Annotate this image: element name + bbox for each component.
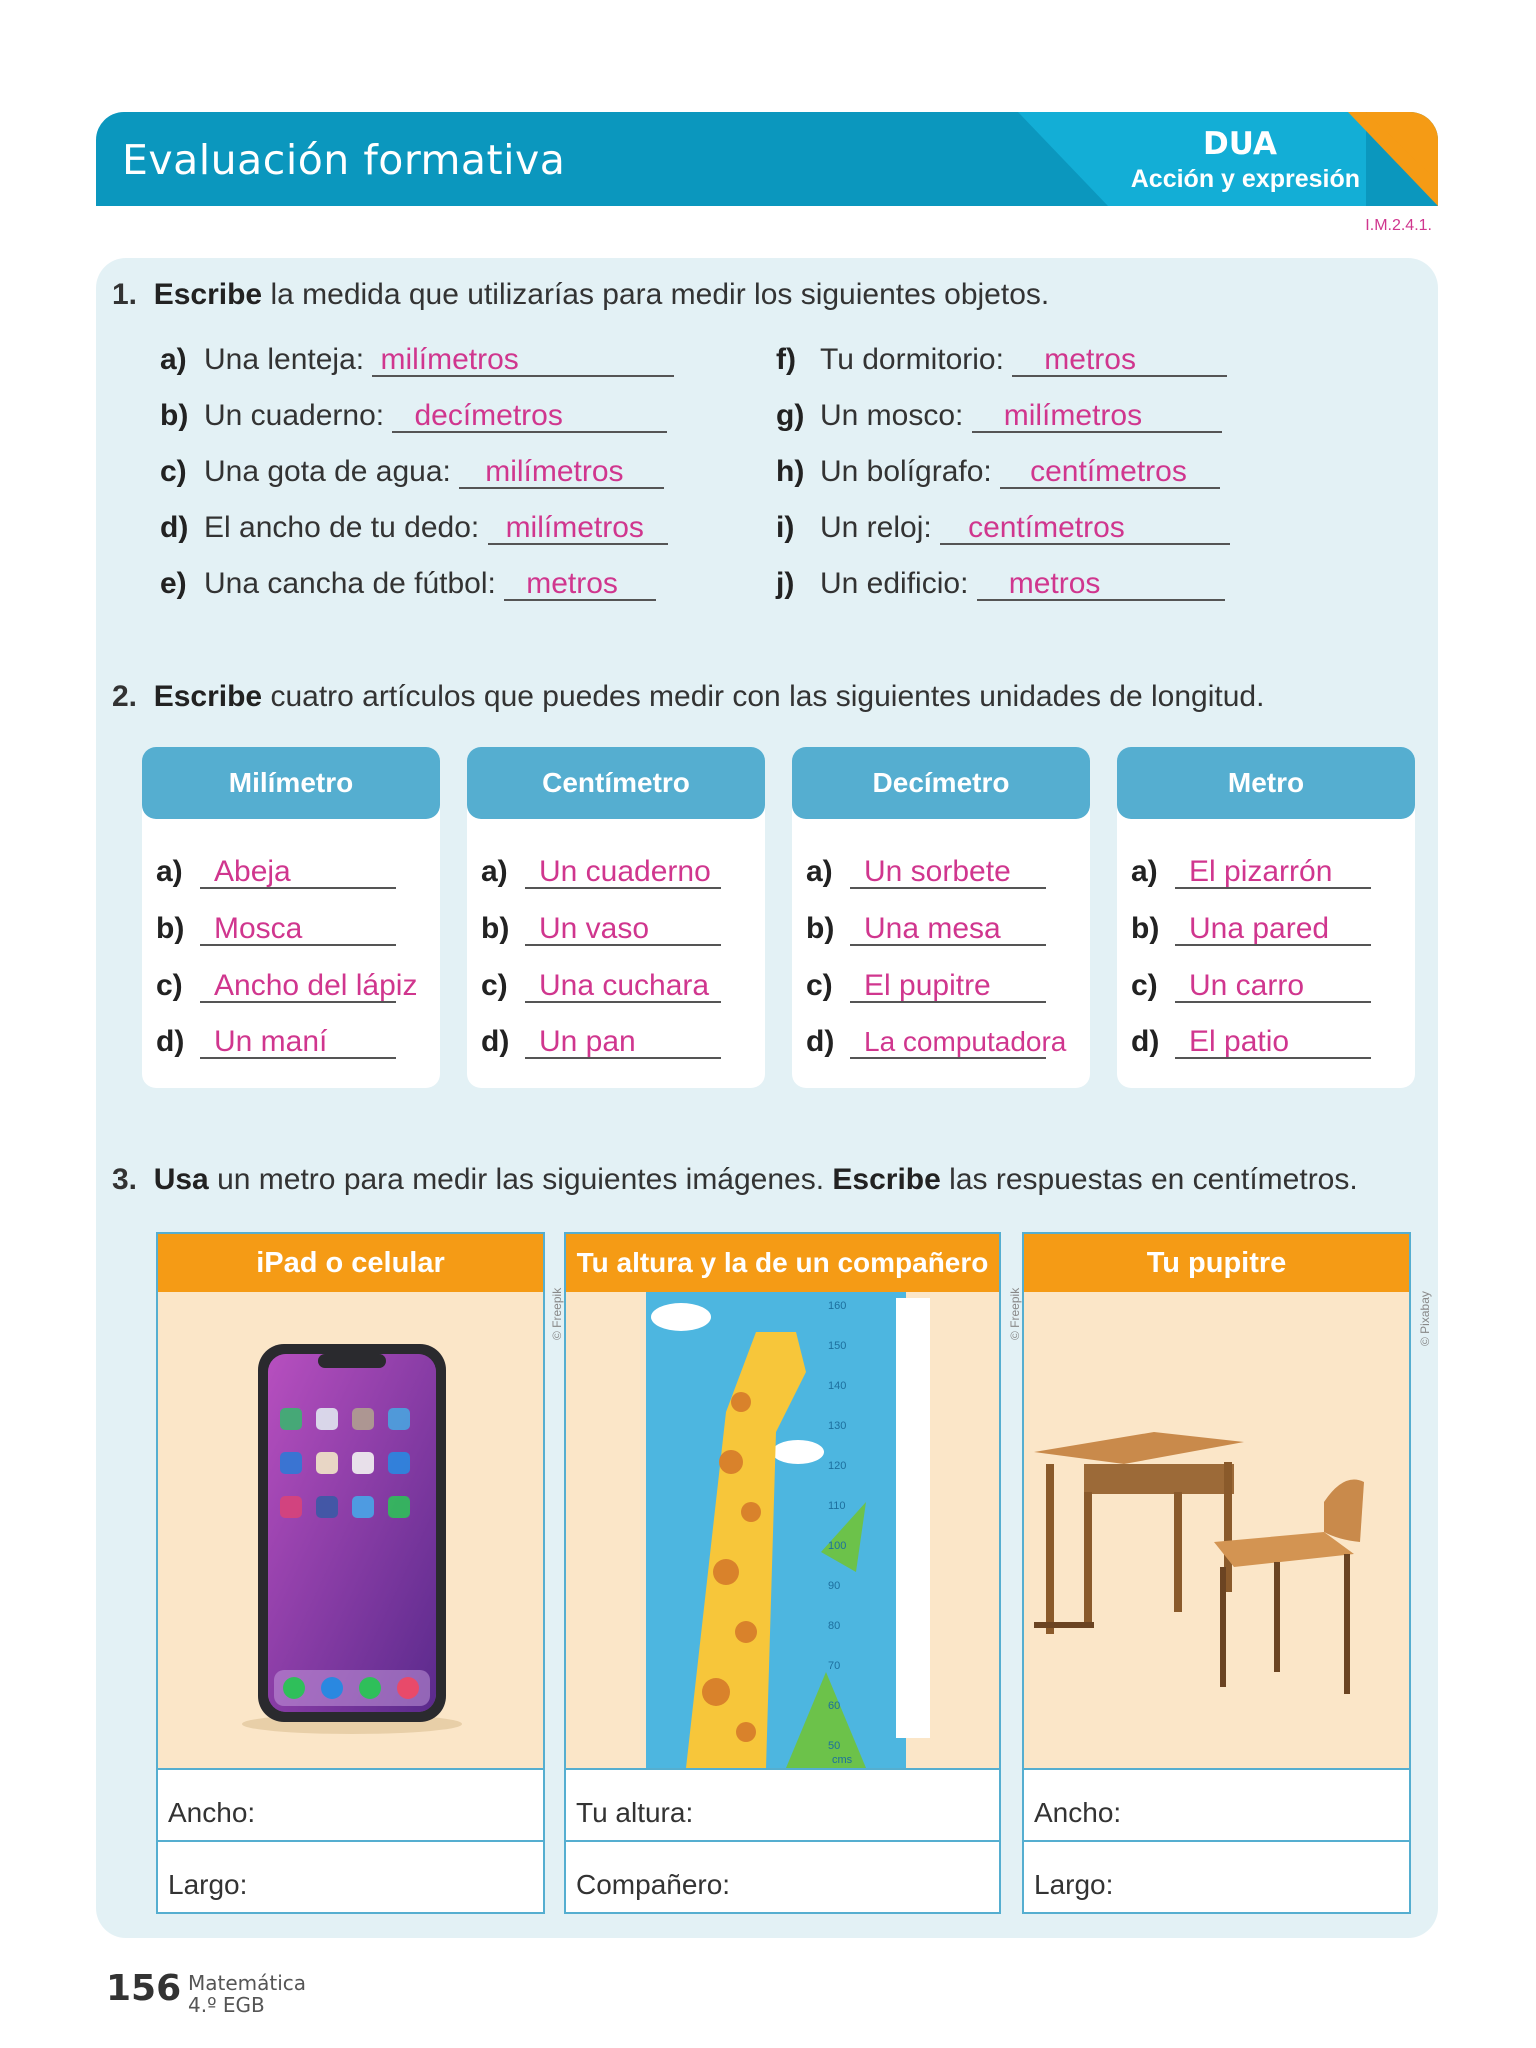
card-answer[interactable]: Un cuaderno <box>525 857 721 889</box>
desk-image <box>1024 1292 1409 1768</box>
q1-item-f: f) Tu dormitorio: metros <box>776 343 1227 377</box>
giraffe-ruler-image <box>566 1292 999 1768</box>
q1-item-d: d) El ancho de tu dedo: milímetros <box>160 511 668 545</box>
your-height-field[interactable]: Tu altura: <box>566 1768 999 1840</box>
card-row: a) Un sorbete <box>806 855 1046 889</box>
card-row: d) La computadora <box>806 1025 1067 1058</box>
card-row: c) Ancho del lápiz <box>156 969 418 1002</box>
card-answer[interactable]: El pupitre <box>850 971 1046 1003</box>
q1-answer-g[interactable]: milímetros <box>972 401 1222 433</box>
card-row: b) Una pared <box>1131 912 1371 946</box>
q1-answer-j[interactable]: metros <box>977 569 1225 601</box>
phone-width-field[interactable]: Ancho: <box>158 1768 543 1840</box>
question-2-verb: Escribe <box>153 680 263 713</box>
ruler-tick: 120 <box>828 1460 847 1472</box>
q1-item-a: a) Una lenteja: milímetros <box>160 343 674 377</box>
ruler-tick: 50 <box>828 1740 841 1752</box>
card-header: Centímetro <box>467 747 765 819</box>
card-centimetro <box>467 747 765 1088</box>
q1-answer-f[interactable]: metros <box>1012 345 1227 377</box>
box-desk <box>1022 1232 1411 1914</box>
card-row: d) Un maní <box>156 1025 396 1059</box>
card-row: a) Abeja <box>156 855 396 889</box>
ruler-tick: 100 <box>828 1540 847 1552</box>
q1-answer-a[interactable]: milímetros <box>372 345 674 377</box>
ruler-tick: 140 <box>828 1380 847 1392</box>
classmate-height-field[interactable]: Compañero: <box>566 1840 999 1912</box>
indicator-code: I.M.2.4.1. <box>1365 217 1432 234</box>
q1-item-i: i) Un reloj: centímetros <box>776 511 1230 545</box>
card-answer[interactable]: Una mesa <box>850 914 1046 946</box>
card-answer[interactable]: El pizarrón <box>1175 857 1371 889</box>
card-answer[interactable]: Una cuchara <box>525 971 721 1003</box>
box-phone <box>156 1232 545 1914</box>
box-header: Tu pupitre <box>1024 1234 1409 1292</box>
image-credit: © Pixabay <box>1418 1291 1432 1346</box>
q1-answer-b[interactable]: decímetros <box>392 401 667 433</box>
q1-answer-h[interactable]: centímetros <box>1000 457 1220 489</box>
card-row: d) El patio <box>1131 1025 1371 1059</box>
card-answer[interactable]: Abeja <box>200 857 396 889</box>
card-answer[interactable]: Ancho del lápiz <box>200 971 396 1003</box>
phone-length-field[interactable]: Largo: <box>158 1840 543 1912</box>
header-banner <box>96 112 1438 206</box>
box-header: iPad o celular <box>158 1234 543 1292</box>
dua-subtitle: Acción y expresión <box>1130 165 1360 193</box>
question-1-text: la medida que utilizarías para medir los siguientes objetos. <box>270 278 1050 311</box>
q1-answer-e[interactable]: metros <box>504 569 656 601</box>
card-row: b) Una mesa <box>806 912 1046 946</box>
ruler-tick: 70 <box>828 1660 841 1672</box>
question-3-prompt: 3. Usa un metro para medir las siguientes imágenes. Escribe las respuestas en centímetros. <box>112 1163 1358 1196</box>
question-1-verb: Escribe <box>153 278 263 311</box>
q1-item-c: c) Una gota de agua: milímetros <box>160 455 664 489</box>
desk-width-field[interactable]: Ancho: <box>1024 1768 1409 1840</box>
card-header: Milímetro <box>142 747 440 819</box>
ruler-tick: 60 <box>828 1700 841 1712</box>
card-row: c) Una cuchara <box>481 969 721 1003</box>
question-2-prompt: 2. Escribe cuatro artículos que puedes medir con las siguientes unidades de longitud. <box>112 680 1265 713</box>
card-answer[interactable]: Un vaso <box>525 914 721 946</box>
card-row: a) El pizarrón <box>1131 855 1371 889</box>
image-credit: © Freepik <box>1008 1287 1022 1340</box>
ruler-tick: 130 <box>828 1420 847 1432</box>
q1-item-b: b) Un cuaderno: decímetros <box>160 399 667 433</box>
card-row: d) Un pan <box>481 1025 721 1059</box>
card-answer[interactable]: Una pared <box>1175 914 1371 946</box>
dua-label: DUA <box>1203 126 1277 162</box>
card-header: Metro <box>1117 747 1415 819</box>
card-row: a) Un cuaderno <box>481 855 721 889</box>
card-answer[interactable]: El patio <box>1175 1027 1371 1059</box>
q1-answer-d[interactable]: milímetros <box>488 513 668 545</box>
card-milimetro <box>142 747 440 1088</box>
q1-item-j: j) Un edificio: metros <box>776 567 1225 601</box>
card-answer[interactable]: Un sorbete <box>850 857 1046 889</box>
q1-item-e: e) Una cancha de fútbol: metros <box>160 567 656 601</box>
ruler-tick: 160 <box>828 1300 847 1312</box>
card-decimetro <box>792 747 1090 1088</box>
card-row: c) El pupitre <box>806 969 1046 1003</box>
page-title: Evaluación formativa <box>122 136 566 184</box>
card-answer[interactable]: Un maní <box>200 1027 396 1059</box>
card-answer[interactable]: Un pan <box>525 1027 721 1059</box>
q1-item-h: h) Un bolígrafo: centímetros <box>776 455 1220 489</box>
page-number: 156 <box>106 1968 182 2009</box>
card-row: c) Un carro <box>1131 969 1371 1003</box>
card-answer[interactable]: La computadora <box>850 1027 1046 1059</box>
question-1-prompt: 1. Escribe la medida que utilizarías para medir los siguientes objetos. <box>112 278 1050 311</box>
card-metro <box>1117 747 1415 1088</box>
card-answer[interactable]: Un carro <box>1175 971 1371 1003</box>
ruler-tick: 150 <box>828 1340 847 1352</box>
q1-item-g: g) Un mosco: milímetros <box>776 399 1222 433</box>
image-credit: © Freepik <box>550 1287 564 1340</box>
ruler-unit: cms <box>832 1754 853 1766</box>
desk-length-field[interactable]: Largo: <box>1024 1840 1409 1912</box>
box-header: Tu altura y la de un compañero <box>566 1234 999 1292</box>
box-height <box>564 1232 1001 1914</box>
ruler-tick: 90 <box>828 1580 841 1592</box>
phone-image <box>158 1292 543 1768</box>
ruler-tick: 110 <box>828 1500 846 1512</box>
ruler-tick: 80 <box>828 1620 841 1632</box>
card-answer[interactable]: Mosca <box>200 914 396 946</box>
question-2-text: cuatro artículos que puedes medir con las siguientes unidades de longitud. <box>270 680 1265 713</box>
footer-subject: Matemática 4.º EGB <box>188 1971 307 2017</box>
card-header: Decímetro <box>792 747 1090 819</box>
card-row: b) Un vaso <box>481 912 721 946</box>
q1-answer-c[interactable]: milímetros <box>459 457 664 489</box>
q1-answer-i[interactable]: centímetros <box>940 513 1230 545</box>
card-row: b) Mosca <box>156 912 396 946</box>
